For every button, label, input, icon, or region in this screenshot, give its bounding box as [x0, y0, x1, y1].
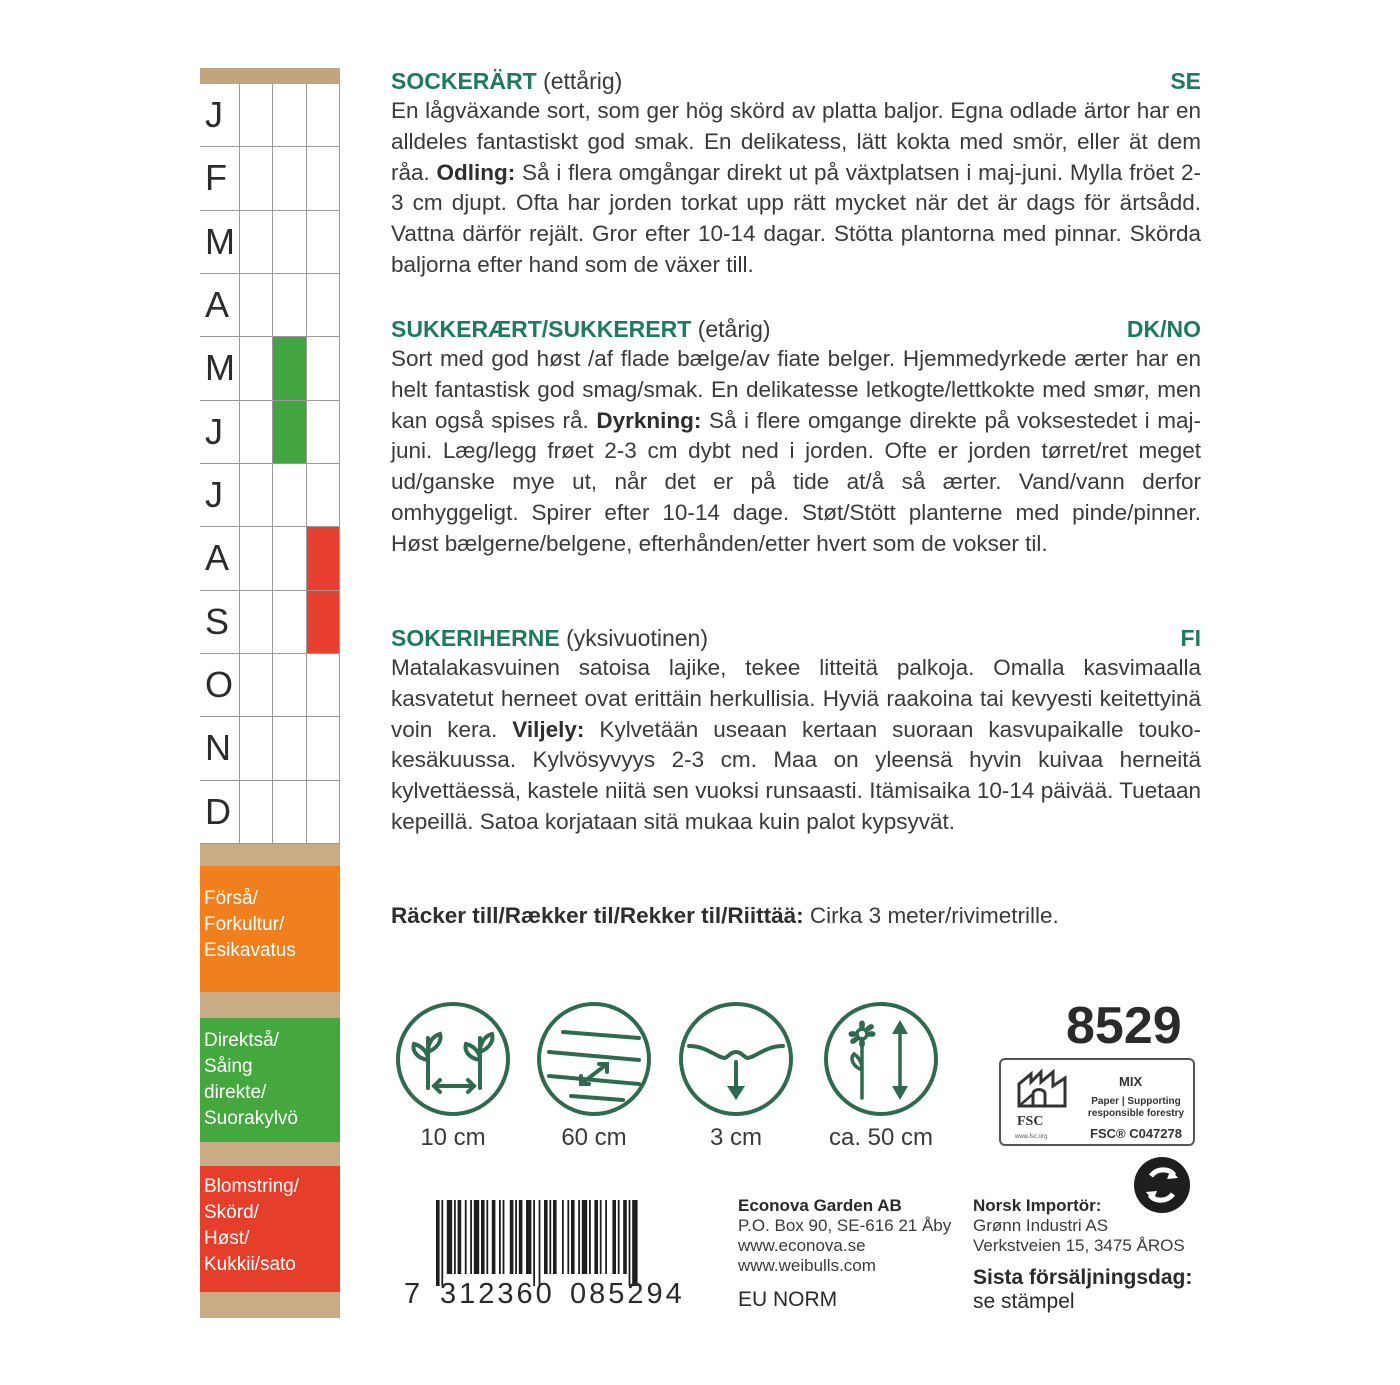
- company-info: [738, 1196, 951, 1276]
- section-dk: [391, 314, 1201, 560]
- section-dk-subtitle: (etårig): [697, 316, 771, 342]
- legend-forsa-line: Esikavatus: [204, 940, 296, 961]
- section-se-subtitle: (ettårig): [543, 68, 623, 94]
- barcode-bar: [519, 1200, 523, 1274]
- barcode-bar: [623, 1200, 627, 1274]
- strip-top-border: [200, 68, 340, 84]
- sowing-depth-icon: [677, 1000, 795, 1118]
- legend-blomstring-line: Skörd/: [204, 1202, 259, 1223]
- calendar-cell: [240, 717, 273, 780]
- last-sale-date: [973, 1266, 1192, 1314]
- fsc-text-line: responsible forestry: [1087, 1108, 1185, 1119]
- barcode-bar: [533, 1200, 535, 1286]
- calendar-cell: [240, 337, 273, 400]
- barcode-bar: [486, 1200, 488, 1274]
- month-label: J: [200, 464, 240, 527]
- legend-direktsa: [200, 1018, 340, 1142]
- barcode-bar: [510, 1200, 514, 1274]
- section-fi-code: FI: [1180, 625, 1201, 651]
- yield-value: Cirka 3 meter/rivimetrille.: [803, 903, 1059, 928]
- row-spacing-label: 60 cm: [561, 1124, 627, 1151]
- barcode-bar: [503, 1200, 505, 1274]
- section-dk-bold: Dyrkning:: [596, 407, 702, 433]
- company-address: P.O. Box 90, SE-616 21 Åby: [738, 1216, 952, 1235]
- section-fi-text: Matalakasvuinen satoisa lajike, tekee litteitä palkoja. Omalla kasvimaalla kasvatetut herneet ovat erittäin herkullisia. Hyviä raakoina tai kevyesti keitettyinä voin kera.: [391, 655, 1201, 742]
- calendar-cell: [307, 84, 340, 147]
- calendar-cell: [273, 464, 307, 527]
- barcode-bar: [605, 1200, 607, 1274]
- barcode-bar: [454, 1200, 456, 1274]
- barcode-bar: [492, 1200, 496, 1274]
- barcode-bar: [470, 1200, 472, 1274]
- month-label: D: [200, 781, 240, 844]
- barcode-bar: [582, 1200, 587, 1274]
- calendar-cell: [307, 781, 340, 844]
- importer-address: Verkstveien 15, 3475 ÅROS: [973, 1236, 1185, 1255]
- section-se-text: Så i flera omgångar direkt ut på växtplatsen i maj-juni. Mylla fröet 2-3 cm djupt. Ofta har jorden torkat upp rätt mycket när det är dags för ärtsådd. Vattna därför rejält. Gror efter 10-14 dagar. Stötta plantorna med pinnar. Skörda baljorna efter hand som de växer till.: [391, 159, 1201, 277]
- plant-height-icon: [822, 1000, 940, 1118]
- company-website: www.weibulls.com: [738, 1256, 876, 1275]
- month-label: A: [200, 527, 240, 590]
- fsc-tree-icon: [1011, 1066, 1073, 1114]
- section-se: [391, 66, 1201, 281]
- barcode-bar: [526, 1200, 531, 1274]
- harvest-cell: [307, 591, 340, 654]
- month-label: M: [200, 337, 240, 400]
- calendar-cell: [273, 591, 307, 654]
- sowing-depth-label: 3 cm: [709, 1124, 762, 1151]
- calendar-cell: [240, 654, 273, 717]
- barcode-bar: [549, 1200, 551, 1274]
- legend-blomstring-line: Høst/: [204, 1228, 250, 1249]
- yield-label: Räcker till/Rækker til/Rekker til/Riittää:: [391, 903, 804, 928]
- calendar-cell: [273, 211, 307, 274]
- calendar-cell: [240, 781, 273, 844]
- month-label: J: [200, 84, 240, 147]
- barcode-bar: [553, 1200, 557, 1274]
- barcode: [434, 1200, 698, 1286]
- sowing-calendar: [200, 68, 340, 1318]
- legend-direktsa-line: Såing: [204, 1056, 253, 1077]
- fsc-name: FSC: [1017, 1114, 1044, 1129]
- section-dk-code: DK/NO: [1126, 316, 1201, 342]
- barcode-bar: [436, 1200, 440, 1286]
- section-dk-title: SUKKERÆRT/SUKKERERT: [391, 316, 692, 342]
- calendar-cell: [240, 527, 273, 590]
- calendar-cell: [307, 211, 340, 274]
- section-fi: [391, 623, 1201, 838]
- section-se-code: SE: [1170, 68, 1201, 94]
- month-label: A: [200, 274, 240, 337]
- calendar-cell: [273, 84, 307, 147]
- barcode-bar: [594, 1200, 598, 1274]
- month-label: J: [200, 401, 240, 464]
- section-se-title: SOCKERÄRT: [391, 68, 537, 94]
- calendar-cell: [240, 147, 273, 210]
- plant-spacing-icon: [394, 1000, 512, 1118]
- calendar-cell: [307, 717, 340, 780]
- barcode-bar: [589, 1200, 591, 1274]
- barcode-bar: [618, 1200, 620, 1274]
- fsc-text: [1081, 1096, 1191, 1120]
- barcode-bar: [629, 1200, 631, 1286]
- section-fi-title: SOKERIHERNE: [391, 625, 560, 651]
- section-se-bold: Odling:: [436, 159, 516, 185]
- legend-forsa-line: Förså/: [204, 888, 258, 909]
- section-fi-bold: Viljely:: [512, 716, 585, 742]
- legend-direktsa-line: direkte/: [204, 1082, 267, 1103]
- calendar-cell: [240, 464, 273, 527]
- barcode-bar: [544, 1200, 548, 1274]
- barcode-bar: [567, 1200, 569, 1274]
- direct-sow-cell: [273, 337, 307, 400]
- plant-spacing-label: 10 cm: [420, 1124, 486, 1151]
- legend-direktsa-line: Suorakylvö: [204, 1108, 298, 1129]
- importer-label: Norsk Importör:: [973, 1196, 1102, 1215]
- calendar-cell: [273, 654, 307, 717]
- barcode-bar: [600, 1200, 602, 1274]
- legend-forsa: [200, 866, 340, 992]
- barcode-bar: [539, 1200, 541, 1286]
- barcode-digits-left: 312360: [440, 1278, 555, 1310]
- barcode-bar: [481, 1200, 485, 1274]
- barcode-bar: [562, 1200, 564, 1274]
- calendar-cell: [273, 781, 307, 844]
- fsc-code: FSC® C047278: [1090, 1126, 1182, 1141]
- calendar-cell: [307, 337, 340, 400]
- recycle-icon: [1133, 1156, 1191, 1214]
- row-spacing-icon: [535, 1000, 653, 1118]
- importer-name: Grønn Industri AS: [973, 1216, 1109, 1235]
- legend-blomstring-line: Kukkii/sato: [204, 1254, 296, 1275]
- month-label: F: [200, 147, 240, 210]
- barcode-bar: [447, 1200, 452, 1274]
- section-dk-header: [391, 314, 1201, 344]
- last-sale-value: se stämpel: [973, 1290, 1075, 1313]
- section-fi-text: Kylvetään useaan kertaan suoraan kasvupaikalle touko-kesäkuussa. Kylvösyvyys 2-3 cm. Maa on yleensä hyvin kuivaa herneitä kylvettäessä, kastele niitä sen vuoksi runsaasti. Itämisaika 10-14 päivää. Tuetaan kepeillä. Satoa korjataan sitä mukaa kuin palot kypsyvät.: [391, 716, 1201, 834]
- section-fi-header: [391, 623, 1201, 653]
- legend-forsa-line: Forkultur/: [204, 914, 285, 935]
- plant-height-label: ca. 50 cm: [828, 1124, 934, 1151]
- calendar-cell: [273, 527, 307, 590]
- company-website: www.econova.se: [738, 1236, 866, 1255]
- calendar-cell: [240, 401, 273, 464]
- barcode-bar: [441, 1200, 443, 1286]
- article-number: 8529: [1066, 997, 1182, 1055]
- month-label: N: [200, 717, 240, 780]
- legend-blomstring: [200, 1166, 340, 1292]
- barcode-bar: [515, 1200, 517, 1274]
- fsc-text-line: Paper | Supporting: [1091, 1096, 1181, 1107]
- section-dk-text: Så i flere omgange direkte på voksestedet i maj-juni. Læg/legg frøet 2-3 cm dybt ned i jorden. Ofte er jorden tørret/ret meget ud/ganske mye ut, når det er på tide at/å så ærter. Vand/vann derfor omhyggeligt. Spirer efter 10-14 dage. Støt/Stött planterne med pinde/pinner. Høst bælgerne/belgene, efterhånden/etter hvert som de vokser til.: [391, 407, 1201, 556]
- legend-direktsa-line: Direktså/: [204, 1030, 279, 1051]
- section-se-body: [391, 96, 1201, 281]
- barcode-bar: [474, 1200, 479, 1274]
- barcode-bar: [458, 1200, 462, 1274]
- calendar-cell: [307, 464, 340, 527]
- section-dk-text: Sort med god høst /af flade bælge/av fiate belger. Hjemmedyrkede ærter har en helt fantastisk god smag/smak. En delikatesse letkogte/lettkokte med smør, men kan også spises rå.: [391, 346, 1201, 433]
- direct-sow-cell: [273, 401, 307, 464]
- barcode-digits-right: 085294: [570, 1278, 685, 1310]
- calendar-cell: [240, 591, 273, 654]
- calendar-cell: [307, 274, 340, 337]
- barcode-bar: [612, 1200, 616, 1274]
- section-fi-body: [391, 653, 1201, 838]
- company-name: Econova Garden AB: [738, 1196, 902, 1215]
- harvest-cell: [307, 527, 340, 590]
- section-se-text: En lågväxande sort, som ger hög skörd av platta baljor. Egna odlade ärtor har en alldeles fantastiskt god smak. En delikatess, lätt kokta med smör, eller ät dem råa.: [391, 98, 1201, 185]
- month-label: O: [200, 654, 240, 717]
- fsc-label: [999, 1058, 1195, 1146]
- calendar-cell: [273, 147, 307, 210]
- calendar-cell: [307, 654, 340, 717]
- barcode-bar: [571, 1200, 575, 1274]
- month-label: S: [200, 591, 240, 654]
- legend-blomstring-line: Blomstring/: [204, 1176, 300, 1197]
- section-fi-subtitle: (yksivuotinen): [566, 625, 708, 651]
- calendar-cell: [273, 274, 307, 337]
- calendar-cell: [307, 401, 340, 464]
- section-dk-body: [391, 344, 1201, 560]
- calendar-cell: [240, 84, 273, 147]
- section-se-header: [391, 66, 1201, 96]
- yield-info: [391, 903, 1059, 929]
- barcode-bar: [465, 1200, 467, 1274]
- calendar-cell: [240, 211, 273, 274]
- fsc-mix: MIX: [1119, 1074, 1143, 1089]
- barcode-digit-first: 7: [404, 1278, 424, 1310]
- calendar-cell: [307, 147, 340, 210]
- barcode-bar: [632, 1200, 637, 1286]
- barcode-bar: [499, 1200, 501, 1274]
- month-grid: [200, 84, 340, 844]
- fsc-url: www.fsc.org: [1015, 1134, 1048, 1140]
- calendar-cell: [240, 274, 273, 337]
- calendar-cell: [273, 717, 307, 780]
- last-sale-label: Sista försäljningsdag:: [973, 1266, 1193, 1289]
- eu-norm: EU NORM: [738, 1288, 838, 1311]
- month-label: M: [200, 211, 240, 274]
- barcode-bar: [578, 1200, 580, 1274]
